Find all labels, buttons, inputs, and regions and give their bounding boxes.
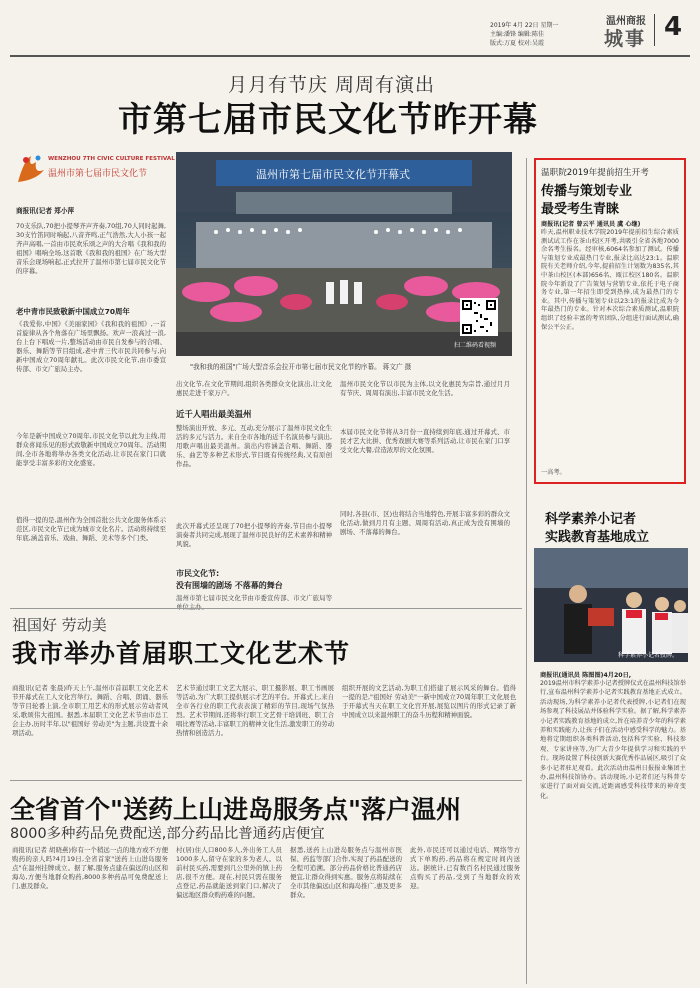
sidebar1-body: 昨天,温州职业技术学院2019年提前招生综合素质测试试工作在茶山校区开考,共吸引全省各地7000余名考生报名。经审核,6064名参加了测试。传播与策划专业成最热门专业,报录比高达23:1。温职院有关老师介绍,今年,提前招生计划数为835名,其中茶山校区(本部)656名、瓯江校区180名。温职院今年新设了广告策划与营销专业,依托于电子商务专业,第一年招生即受到热捧,成为最热门的专业。其中,传播与策划专业以23:1的报录比成为今年最热门的专业。针对本次综合素质测试,温职院组织了经验丰富的考官团队,分组进行面试测试,确保公平公正。: [541, 229, 679, 331]
article1-col2-subhead2b: 没有围墙的剧场 不落幕的舞台: [176, 581, 283, 590]
article1-col2-subhead1: 近千人唱出最美温州: [176, 409, 252, 419]
sidebar1-quote-tail: 一高考。: [541, 469, 566, 476]
article1-col3-p1: 温州市民文化节以市民为主体,以文化惠民为宗旨,通过月月有节庆、周周有演出,丰富市民文化生活。: [340, 380, 510, 398]
sidebar2-headline-1: 科学素养小记者: [545, 512, 637, 527]
masthead-editors: 主编:潘锋 编辑:陈佳: [490, 31, 544, 38]
sidebar1-headline-2: 传播与策划专业: [541, 184, 633, 199]
masthead-divider: [654, 14, 655, 46]
sidebar1-byline: 商报讯(记者 曾云平 通讯员 虞 心继): [541, 221, 641, 228]
article2-col2: 艺术节通过职工文艺大展示、职工摄影展、职工书画展等活动,为广大职工提供展示才艺的平台。开幕式上,来自全市各行业的职工代表表演了精彩的节目,现场气氛热烈。艺术节期间,还将举行职工文艺骨干培训班、职工合唱比赛等活动,丰富职工的精神文化生活,激发职工的劳动热情和创造活力。: [176, 684, 334, 738]
article1-col3-p2: 本届市民文化节将从3月份一直持续到年底,通过开幕式、市民才艺大比拼、优秀戏剧大赛等系列活动,让市民在家门口享受文化大餐,营造浓厚的文化氛围。: [340, 428, 510, 455]
article2-headline: 我市举办首届职工文化艺术节: [12, 639, 351, 668]
article1-headline: 市第七届市民文化节昨开幕: [118, 100, 538, 140]
sidebar2-byline: 商报讯(通讯员 陈图图)4月20日,: [540, 672, 632, 679]
festival-logo-en: WENZHOU 7TH CIVIC CULTURE FESTIVAL: [48, 156, 175, 162]
sidebar2-body: 2019温州市科学素养小记者授牌仪式在温州科技馆举行,宣布温州科学素养小记者实践教育基地正式成立。活动现场,为科学素养小记者代表授牌,小记者们在现场参观了科技展品并体验科学实验。据了解,科学素养小记者实践教育基地的成立,旨在培养青少年的科学素养和实践能力,让孩子们在活动中感受科学的魅力。基地将定期组织各类科普活动,包括科学实验、科技参观、专家讲座等,为广大青少年提供学习和实践的平台。现场设置了科技创新大赛优秀作品展区,吸引了众多小记者驻足观看。此次活动由温州日报报业集团主办,温州科技馆协办。活动现场,小记者们还与科普专家进行了面对面交流,近距离感受科技带来的神奇变化。: [540, 680, 686, 800]
column-divider: [526, 158, 527, 984]
article2-bottom-rule: [10, 780, 522, 781]
article1-col2-p3: 此次开幕式还呈现了70把小提琴的齐奏,节目由小提琴演奏者共同完成,展现了温州市民良好的艺术素养和精神风貌。: [176, 522, 332, 549]
article3-subhead: 8000多种药品免费配送,部分药品比普通药店便宜: [10, 826, 325, 842]
article1-col2-p4: 温州市第七届市民文化节由市委宣传部、市文广旅局等: [176, 594, 332, 602]
article3-col3: 据悉,送药上山进岛服务点与温州市医保、药监等部门合作,实现了药品配送的全程可追溯。部分药品价格比普通药店便宜,让群众得到实惠。服务点将陆续在全市其他偏远山区和海岛推广,惠及更多群众。: [290, 846, 402, 900]
article1-col1-p2: 《我爱你,中国》《美丽家园》《我和我的祖国》,一首首旋律从各个角落在广场里飘扬。欢声一浪高过一浪,台上台下唱成一片,整场活动由市民自发参与的合唱、器乐、舞蹈等节目组成,老中青三代市民共同参与,向新中国成立70周年献礼。此次市民文化节,由市委宣传部、市文广旅局主办。: [16, 320, 166, 374]
article1-col1-subhead: 老中青市民致敬新中国成立70周年: [16, 307, 130, 316]
article3-col2: 村(居)住人口800多人,外出务工人员1000多人,留守在家的多为老人。以前村民买药,需要到几公里外的镇上药店,很不方便。现在,村民只需在服务点登记,药品就能送到家门口,解决了偏远地区群众购药难的问题。: [176, 846, 282, 900]
article1-col1-p3: 今年是新中国成立70周年,市民文化节以此为主线,用群众喜闻乐见的形式致敬新中国成立70周年。活动期间,全市各地将举办各类文化活动,让市民在家门口就能享受丰富多彩的文化盛宴。: [16, 432, 166, 468]
masthead-rule: [10, 55, 690, 57]
qr-code-icon: [460, 298, 498, 336]
article1-col2-subhead2a: 市民文化节:: [176, 569, 220, 578]
article3-headline: 全省首个"送药上山进岛服务点"落户温州: [10, 795, 462, 824]
article1-col1-p1: 70支乐队,70把小提琴齐声齐奏,70组,70人同时起舞,30支竹笛同时响起,八音齐鸣,正气浩然,大人小孩一起齐声高唱,一首由市民欢乐颂之声的大合唱《我和我的祖国》唱响全场,这首歌《我和我的祖国》在广场大型音乐会现场响起,正式拉开了温州市第七届市民文化节的序幕。: [16, 222, 166, 276]
article2-kicker: 祖国好 劳动美: [12, 616, 107, 634]
article1-bottom-rule: [10, 608, 522, 609]
masthead: [0, 0, 700, 58]
page-number: 4: [664, 12, 683, 42]
sidebar2-photo-caption: 科学素养小记者授牌。: [618, 652, 679, 659]
festival-photo-caption: "我和我的祖国"广场大型音乐会拉开市第七届市民文化节的序幕。 蒋文广 摄: [190, 363, 412, 371]
paper-name: 温州商报: [606, 16, 646, 27]
section-name: 城事: [604, 28, 647, 50]
article2-col1: 商报讯(记者 张晨)昨天上午,温州市首届职工文化艺术节开幕式在工人文化宫举行。舞蹈、合唱、朗诵、器乐等节目轮番上演,全市职工用艺术的形式展示劳动者风采,歌颂伟大祖国。据悉,本届职工文化艺术节由市总工会主办,历时半年,以"祖国好 劳动美"为主题,共设置十余项活动。: [12, 684, 168, 738]
festival-logo-mark: [14, 152, 48, 186]
article1-col2-p2: 整场演出开放、多元、互动,充分展示了温州市民文化生活的多元与活力。来自全市各地的近千名演员参与演出,用歌声唱出最美温州。演出内容涵盖合唱、舞蹈、器乐、曲艺等多种艺术形式,节目既有传统经典,又有原创作品。: [176, 424, 332, 469]
article1-kicker: 月月有节庆 周周有演出: [228, 74, 436, 96]
qr-caption: 扫二维码看视频: [454, 342, 497, 349]
sidebar2-photo-image: [534, 548, 688, 662]
masthead-date-line: 2019年 4月 22日 星期一: [490, 22, 559, 29]
article3-col1: 商报讯(记者 胡晓燕)你有一个稍远一点的地方或不方便购药的亲人吗?4月19日,全省首家"送药上山进岛服务点"在温州挂牌成立。据了解,服务点建在偏远的山区和海岛,方便当地群众购药,8000多种药品可免费配送上门,惠及群众。: [12, 846, 168, 891]
article1-col2-p1: 出文化节,在文化节期间,组织各类群众文化演出,让文化惠民走进千家万户。: [176, 380, 332, 398]
qr-code: [460, 298, 498, 336]
sidebar2-headline-2: 实践教育基地成立: [545, 530, 650, 545]
article1-col3-p3: 同时,各县(市、区)也将结合当地特色,开展丰富多彩的群众文化活动,做到月月有主题、周周有活动,真正成为没有围墙的剧场、不落幕的舞台。: [340, 510, 510, 537]
sidebar1-headline-1: 温职院2019年提前招生开考: [541, 168, 649, 178]
masthead-designers: 版式:万夏 校对:吴霞: [490, 40, 544, 47]
festival-logo: [14, 150, 175, 194]
festival-logo-cn: 温州市第七届市民文化节: [48, 169, 148, 179]
article1-byline: 商报讯(记者 郑小萍: [16, 207, 75, 215]
article2-col3: 组织开展的文艺活动,为职工们搭建了展示风采的舞台。值得一提的是,"祖国好 劳动美"一新中国成立70周年职工文化展也于开幕式当天在职工文化宫开展,展览以图片的形式记录了新中国成立以来温州职工的奋斗历程和精神面貌。: [342, 684, 516, 720]
article3-col4: 此外,市民还可以通过电话、网络等方式下单购药,药品将在规定时间内送达。据统计,已有数百名村民通过服务点购买了药品,受到了当地群众的欢迎。: [410, 846, 520, 891]
photo-banner-text: 温州市第七届市民文化节开幕式: [256, 168, 410, 181]
sidebar2-photo: [534, 548, 688, 662]
festival-photo: [176, 152, 512, 356]
article1-col1-p4: 值得一提的是,温州作为全国首批公共文化服务体系示范区,市民文化节已成为城市文化名片。活动将持续至年底,涵盖音乐、戏曲、舞蹈、美术等多个门类。: [16, 516, 166, 543]
sidebar1-headline-3: 最受考生青睐: [541, 202, 620, 217]
